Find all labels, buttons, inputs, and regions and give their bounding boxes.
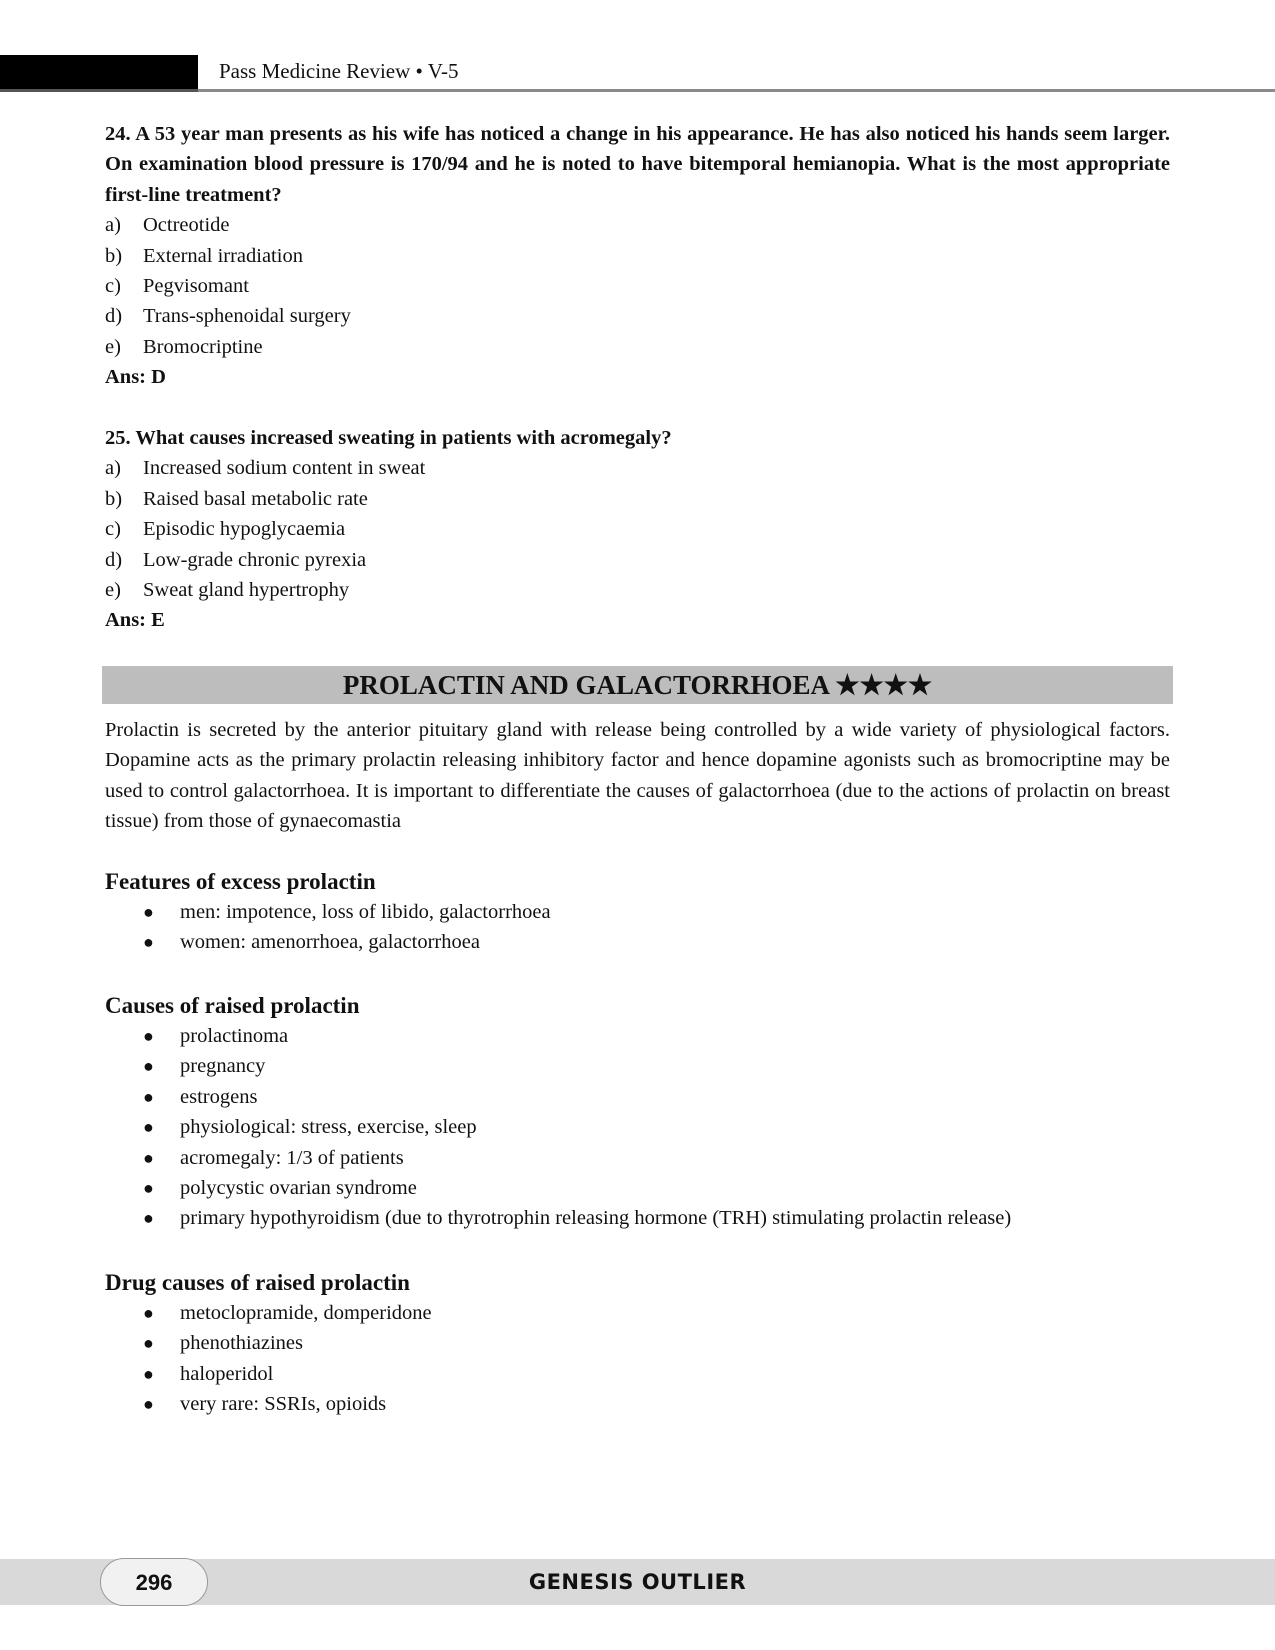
option-text: Episodic hypoglycaemia	[143, 518, 346, 541]
list-item-text: primary hypothyroidism (due to thyrotrophin releasing hormone (TRH) stimulating prolactin release)	[180, 1207, 1012, 1230]
answer: Ans: D	[105, 366, 166, 389]
list-item	[105, 1328, 1170, 1358]
option-text: Raised basal metabolic rate	[143, 487, 368, 510]
option-e	[105, 575, 1170, 605]
drug-causes-section	[105, 1268, 1170, 1420]
option-letter: b)	[105, 244, 123, 267]
section-heading: Features of excess prolactin	[105, 869, 376, 894]
bullet-icon: ●	[143, 1026, 154, 1046]
option-a	[105, 210, 1170, 240]
option-text: Trans-sphenoidal surgery	[143, 305, 351, 328]
list-item	[105, 927, 1170, 957]
header-black-block	[0, 55, 198, 91]
bullet-icon: ●	[143, 932, 154, 953]
bullet-icon: ●	[143, 1147, 154, 1168]
list-item	[105, 1082, 1170, 1112]
option-d	[105, 301, 1170, 331]
bullet-icon: ●	[143, 1086, 154, 1107]
list-item-text: polycystic ovarian syndrome	[180, 1177, 417, 1200]
list-item-text: pregnancy	[180, 1055, 266, 1078]
page-number: 296	[100, 1558, 208, 1606]
option-c	[105, 514, 1170, 544]
bullet-icon: ●	[143, 1117, 154, 1138]
option-letter: c)	[105, 275, 121, 298]
list-item-text: estrogens	[180, 1085, 258, 1108]
option-text: Pegvisomant	[143, 275, 249, 298]
option-text: Sweat gland hypertrophy	[143, 579, 350, 602]
bullet-icon: ●	[143, 1178, 154, 1199]
option-d	[105, 545, 1170, 575]
option-e	[105, 332, 1170, 362]
list-item	[105, 1112, 1170, 1142]
question-24	[105, 119, 1170, 393]
list-item	[105, 1389, 1170, 1419]
bullet-icon: ●	[143, 1303, 154, 1323]
list-item-text: metoclopramide, domperidone	[180, 1302, 432, 1324]
question-text: 25. What causes increased sweating in patients with acromegaly?	[105, 427, 672, 449]
list-item	[105, 1203, 1170, 1233]
causes-section	[105, 991, 1170, 1234]
list-item-text: physiological: stress, exercise, sleep	[180, 1116, 477, 1139]
header-rule-left	[0, 89, 198, 92]
option-b	[105, 241, 1170, 271]
list-item-text: haloperidol	[180, 1362, 274, 1385]
running-title: Pass Medicine Review • V-5	[219, 59, 459, 83]
list-item-text: very rare: SSRIs, opioids	[180, 1393, 387, 1416]
section-heading: Causes of raised prolactin	[105, 993, 360, 1018]
list-item-text: phenothiazines	[180, 1332, 303, 1355]
question-25	[105, 423, 1170, 636]
option-letter: c)	[105, 518, 121, 541]
list-item	[105, 897, 1170, 927]
answer: Ans: E	[105, 609, 165, 632]
option-c	[105, 271, 1170, 301]
list-item	[105, 1359, 1170, 1389]
bullet-icon: ●	[143, 1056, 154, 1077]
bullet-icon: ●	[143, 1208, 154, 1229]
option-text: Bromocriptine	[143, 335, 263, 358]
list-item-text: prolactinoma	[180, 1025, 289, 1047]
bullet-list	[105, 1021, 1170, 1234]
option-text: Octreotide	[143, 214, 230, 237]
list-item	[105, 1298, 1170, 1328]
list-item	[105, 1143, 1170, 1173]
list-item	[105, 1051, 1170, 1081]
option-text: External irradiation	[143, 244, 303, 267]
option-letter: b)	[105, 487, 123, 510]
bullet-list	[105, 897, 1170, 958]
option-letter: a)	[105, 457, 121, 480]
section-heading: Drug causes of raised prolactin	[105, 1270, 410, 1295]
list-item	[105, 1021, 1170, 1051]
bullet-list	[105, 1298, 1170, 1420]
section-banner: PROLACTIN AND GALACTORRHOEA ★★★★	[102, 666, 1173, 704]
footer-brand: GENESIS OUTLIER	[528, 1570, 747, 1594]
option-text: Increased sodium content in sweat	[143, 457, 426, 480]
list-item-text: acromegaly: 1/3 of patients	[180, 1146, 404, 1169]
option-letter: d)	[105, 305, 123, 328]
option-letter: e)	[105, 335, 121, 358]
question-text: 24. A 53 year man presents as his wife has noticed a change in his appearance. He has also noticed his hands seem larger. On examination blood pressure is 170/94 and he is noted to have bitemporal hemianopia. What is the most appropriate first-line treatment?	[105, 123, 1170, 206]
option-letter: a)	[105, 214, 121, 237]
option-b	[105, 484, 1170, 514]
option-letter: d)	[105, 548, 123, 571]
features-section	[105, 867, 1170, 958]
list-item-text: women: amenorrhoea, galactorrhoea	[180, 931, 480, 954]
bullet-icon: ●	[143, 1394, 154, 1415]
bullet-icon: ●	[143, 1333, 154, 1354]
list-item-text: men: impotence, loss of libido, galactorrhoea	[180, 901, 551, 923]
bullet-icon: ●	[143, 1363, 154, 1384]
list-item	[105, 1173, 1170, 1203]
option-text: Low-grade chronic pyrexia	[143, 548, 367, 571]
header-rule	[198, 89, 1275, 92]
section-intro: Prolactin is secreted by the anterior pituitary gland with release being controlled by a wide variety of physiological factors. Dopamine acts as the primary prolactin releasing inhibitory factor and hence dopamine agonists such as bromocriptine may be used to control galactorrhoea. It is important to differentiate the causes of galactorrhoea (due to the actions of prolactin on breast tissue) from those of gynaecomastia	[105, 719, 1170, 833]
option-letter: e)	[105, 579, 121, 602]
option-a	[105, 453, 1170, 483]
bullet-icon: ●	[143, 902, 154, 922]
